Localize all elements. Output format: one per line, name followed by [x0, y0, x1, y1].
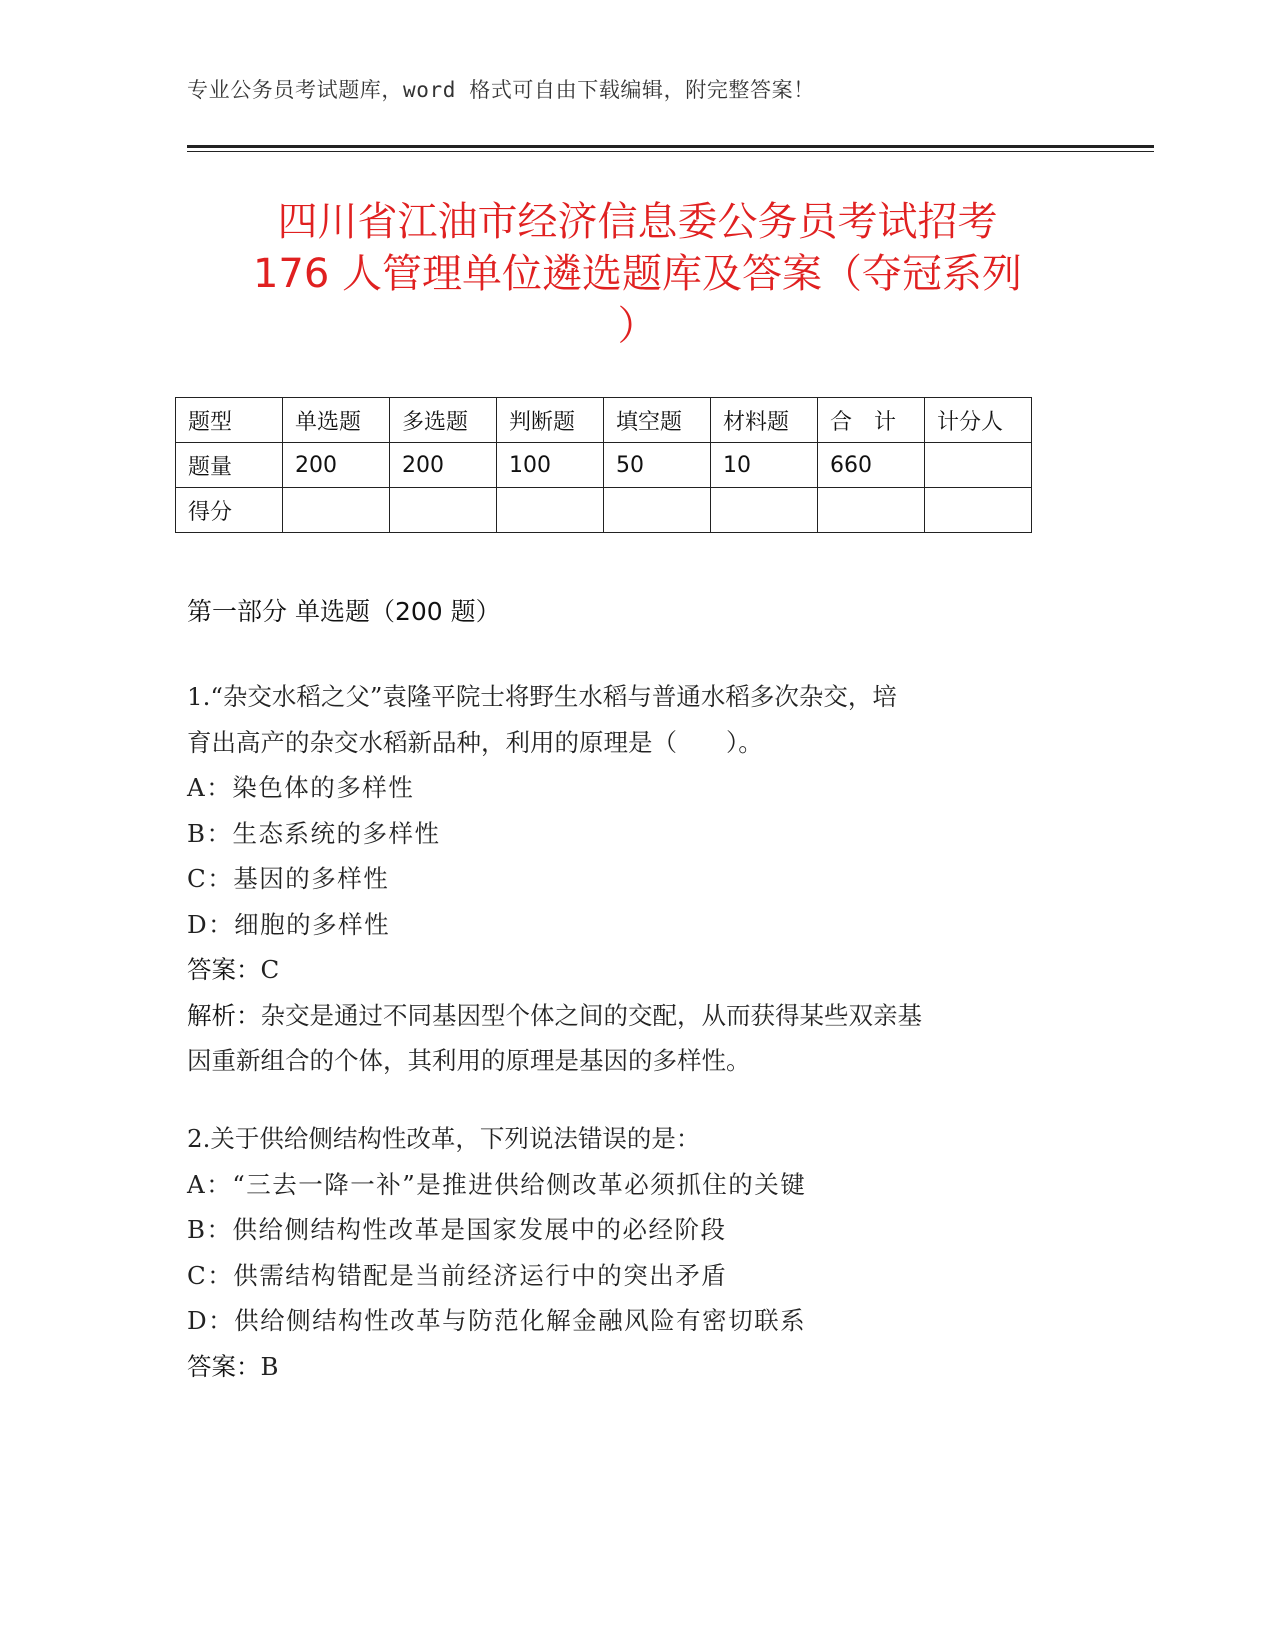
score-table-count-row — [176, 443, 1032, 488]
analysis-line — [187, 993, 1067, 1039]
table-cell: 题型 — [176, 398, 283, 443]
table-cell — [604, 488, 711, 533]
answer-label: 答案： — [187, 1351, 261, 1381]
title-line-2: 176 人管理单位遴选题库及答案（夺冠系列 — [252, 251, 1023, 297]
option-b: B：供给侧结构性改革是国家发展中的必经阶段 — [187, 1215, 727, 1244]
table-cell — [283, 488, 390, 533]
table-cell: 多选题 — [390, 398, 497, 443]
table-cell: 50 — [604, 443, 711, 488]
answer-label: 答案： — [187, 955, 261, 984]
answer-line — [187, 1344, 1067, 1390]
header-rule-thin — [187, 151, 1154, 152]
question-stem-line: 1.“杂交水稻之父”袁隆平院士将野生水稻与普通水稻多次杂交，培 — [187, 682, 897, 711]
option-b: B：生态系统的多样性 — [187, 818, 441, 848]
analysis-label: 解析： — [187, 1000, 261, 1030]
header-rule-thick — [187, 145, 1154, 148]
title-line-3: ） — [617, 303, 658, 349]
header-note: 专业公务员考试题库，word 格式可自由下载编辑，附完整答案！ — [187, 78, 815, 102]
question-1 — [187, 674, 1067, 1084]
table-cell: 题量 — [176, 443, 283, 488]
question-2 — [187, 1116, 1067, 1389]
table-cell: 200 — [390, 443, 497, 488]
document-title — [180, 196, 1095, 352]
table-cell: 材料题 — [711, 398, 818, 443]
analysis-line: 因重新组合的个体，其利用的原理是基因的多样性。 — [187, 1046, 751, 1075]
answer-value: C — [260, 955, 280, 984]
option-a: A：“三去一降一补”是推进供给侧改革必须抓住的关键 — [187, 1169, 807, 1199]
table-cell — [818, 488, 925, 533]
table-cell — [390, 488, 497, 533]
table-cell: 10 — [711, 443, 818, 488]
option-d: D：供给侧结构性改革与防范化解金融风险有密切联系 — [187, 1306, 807, 1335]
question-stem-line: 2.关于供给侧结构性改革，下列说法错误的是： — [187, 1124, 701, 1153]
score-table — [175, 397, 1032, 533]
table-cell: 合 计 — [818, 398, 925, 443]
score-table-header-row — [176, 398, 1032, 443]
table-cell: 得分 — [176, 488, 283, 533]
section-heading: 第一部分 单选题（200 题） — [187, 597, 501, 626]
option-c: C：基因的多样性 — [187, 864, 390, 893]
table-cell: 660 — [818, 443, 925, 488]
title-line-1: 四川省江油市经济信息委公务员考试招考 — [277, 199, 998, 245]
table-cell — [925, 443, 1032, 488]
table-cell: 单选题 — [283, 398, 390, 443]
table-cell: 判断题 — [497, 398, 604, 443]
option-c: C：供需结构错配是当前经济运行中的突出矛盾 — [187, 1260, 728, 1290]
table-cell: 填空题 — [604, 398, 711, 443]
score-table-score-row — [176, 488, 1032, 533]
table-cell: 100 — [497, 443, 604, 488]
table-cell — [711, 488, 818, 533]
question-stem-line: 育出高产的杂交水稻新品种，利用的原理是（ ）。 — [187, 727, 763, 757]
answer-value: B — [260, 1351, 279, 1381]
table-cell — [497, 488, 604, 533]
option-d: D：细胞的多样性 — [187, 909, 391, 939]
option-a: A：染色体的多样性 — [187, 773, 415, 802]
table-cell: 200 — [283, 443, 390, 488]
table-cell — [925, 488, 1032, 533]
answer-line — [187, 947, 1067, 993]
table-cell: 计分人 — [925, 398, 1032, 443]
analysis-text: 杂交是通过不同基因型个体之间的交配，从而获得某些双亲基 — [260, 1000, 922, 1030]
